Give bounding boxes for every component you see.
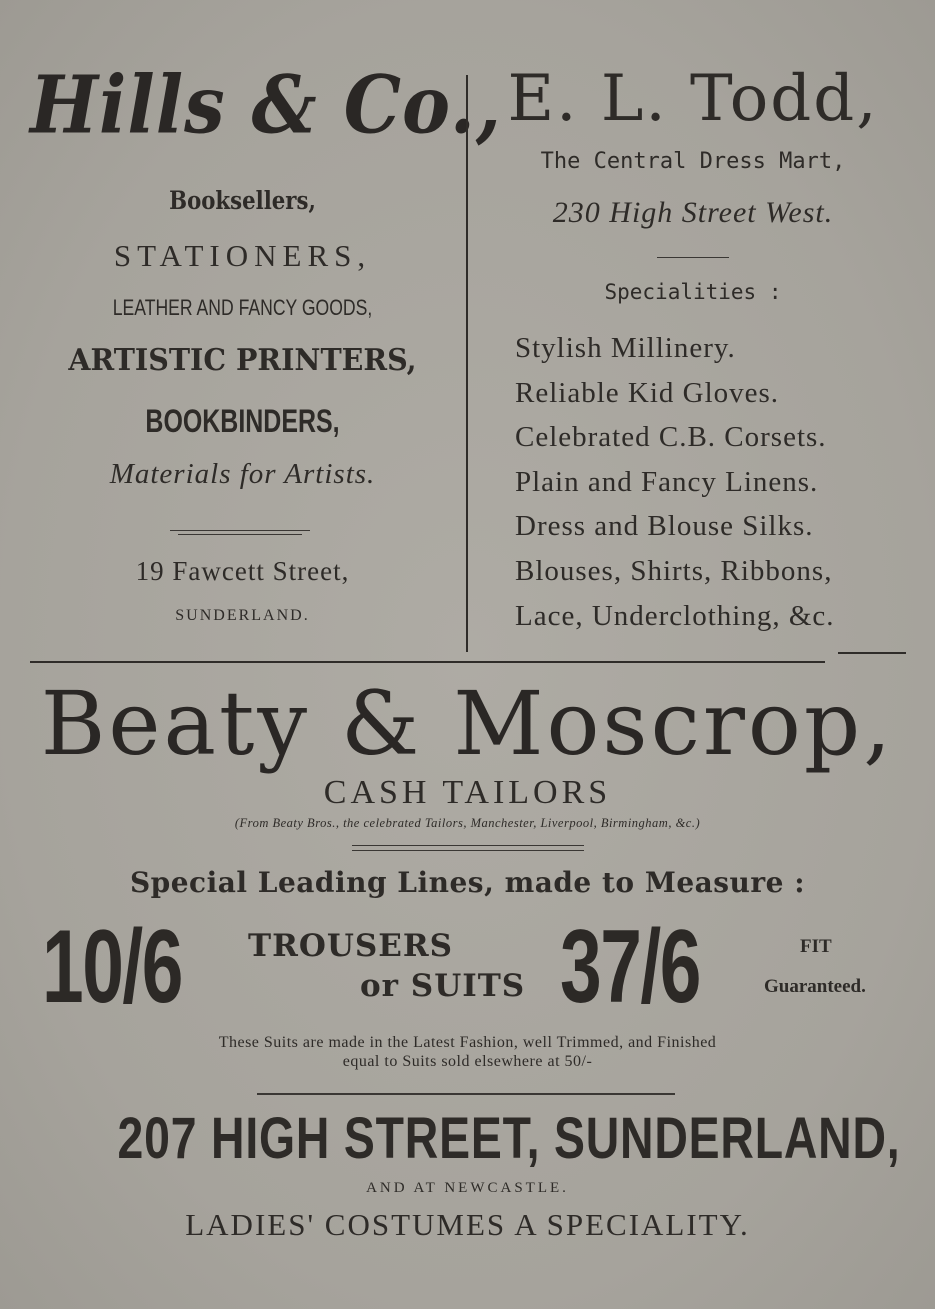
beaty-divider-inner xyxy=(352,850,584,851)
beaty-address: 207 HIGH STREET, SUNDERLAND, xyxy=(117,1106,901,1171)
beaty-newcastle: AND AT NEWCASTLE. xyxy=(366,1180,569,1196)
hills-city: SUNDERLAND. xyxy=(175,607,310,624)
price-trousers: 10/6 xyxy=(42,909,182,1025)
suits-note-line1: These Suits are made in the Latest Fashion, well Trimmed, and Finished xyxy=(218,1034,717,1051)
suits-label: or SUITS xyxy=(360,968,526,1004)
list-item: Celebrated C.B. Corsets. xyxy=(515,421,827,454)
hills-bookbinders: BOOKBINDERS, xyxy=(145,403,340,439)
todd-specialities-label: Specialities : xyxy=(604,280,782,304)
todd-address: 230 High Street West. xyxy=(552,196,834,229)
hills-printers: ARTISTIC PRINTERS, xyxy=(68,343,417,378)
hills-address: 19 Fawcett Street, xyxy=(135,556,350,586)
hills-booksellers: Booksellers, xyxy=(169,186,316,215)
beaty-note: (From Beaty Bros., the celebrated Tailors, Manchester, Liverpool, Birmingham, &c.) xyxy=(234,816,701,830)
hills-divider-inner xyxy=(178,534,302,535)
todd-divider xyxy=(657,257,729,258)
hills-leather-goods: LEATHER AND FANCY GOODS, xyxy=(112,295,373,320)
list-item: Reliable Kid Gloves. xyxy=(515,376,780,409)
section-divider-end xyxy=(838,652,906,654)
hills-materials: Materials for Artists. xyxy=(109,458,376,490)
price-suits: 37/6 xyxy=(560,909,700,1025)
beaty-ladies-costumes: LADIES' COSTUMES A SPECIALITY. xyxy=(185,1207,750,1242)
fit-label: FIT xyxy=(800,936,832,957)
section-divider xyxy=(30,661,825,663)
hills-divider xyxy=(170,530,310,531)
todd-specialities-list xyxy=(515,326,835,638)
beaty-special-lines: Special Leading Lines, made to Measure : xyxy=(129,866,806,899)
column-divider xyxy=(466,75,468,652)
beaty-subtitle: CASH TAILORS xyxy=(323,774,612,811)
todd-title: E. L. Todd, xyxy=(507,62,879,136)
hills-title: Hills & Co., xyxy=(30,57,502,152)
trousers-label: TROUSERS xyxy=(248,928,454,964)
list-item: Dress and Blouse Silks. xyxy=(515,510,814,543)
todd-subtitle: The Central Dress Mart, xyxy=(540,149,846,174)
list-item: Blouses, Shirts, Ribbons, xyxy=(515,554,833,587)
guaranteed-label: Guaranteed. xyxy=(764,976,866,997)
suits-note-line2: equal to Suits sold elsewhere at 50/- xyxy=(342,1053,593,1070)
list-item: Stylish Millinery. xyxy=(515,332,736,364)
beaty-title: Beaty & Moscrop, xyxy=(40,672,895,775)
list-item: Plain and Fancy Linens. xyxy=(515,465,819,498)
list-item: Lace, Underclothing, &c. xyxy=(515,599,835,632)
address-divider xyxy=(257,1093,675,1095)
hills-stationers: STATIONERS, xyxy=(113,238,372,273)
beaty-divider xyxy=(352,845,584,846)
